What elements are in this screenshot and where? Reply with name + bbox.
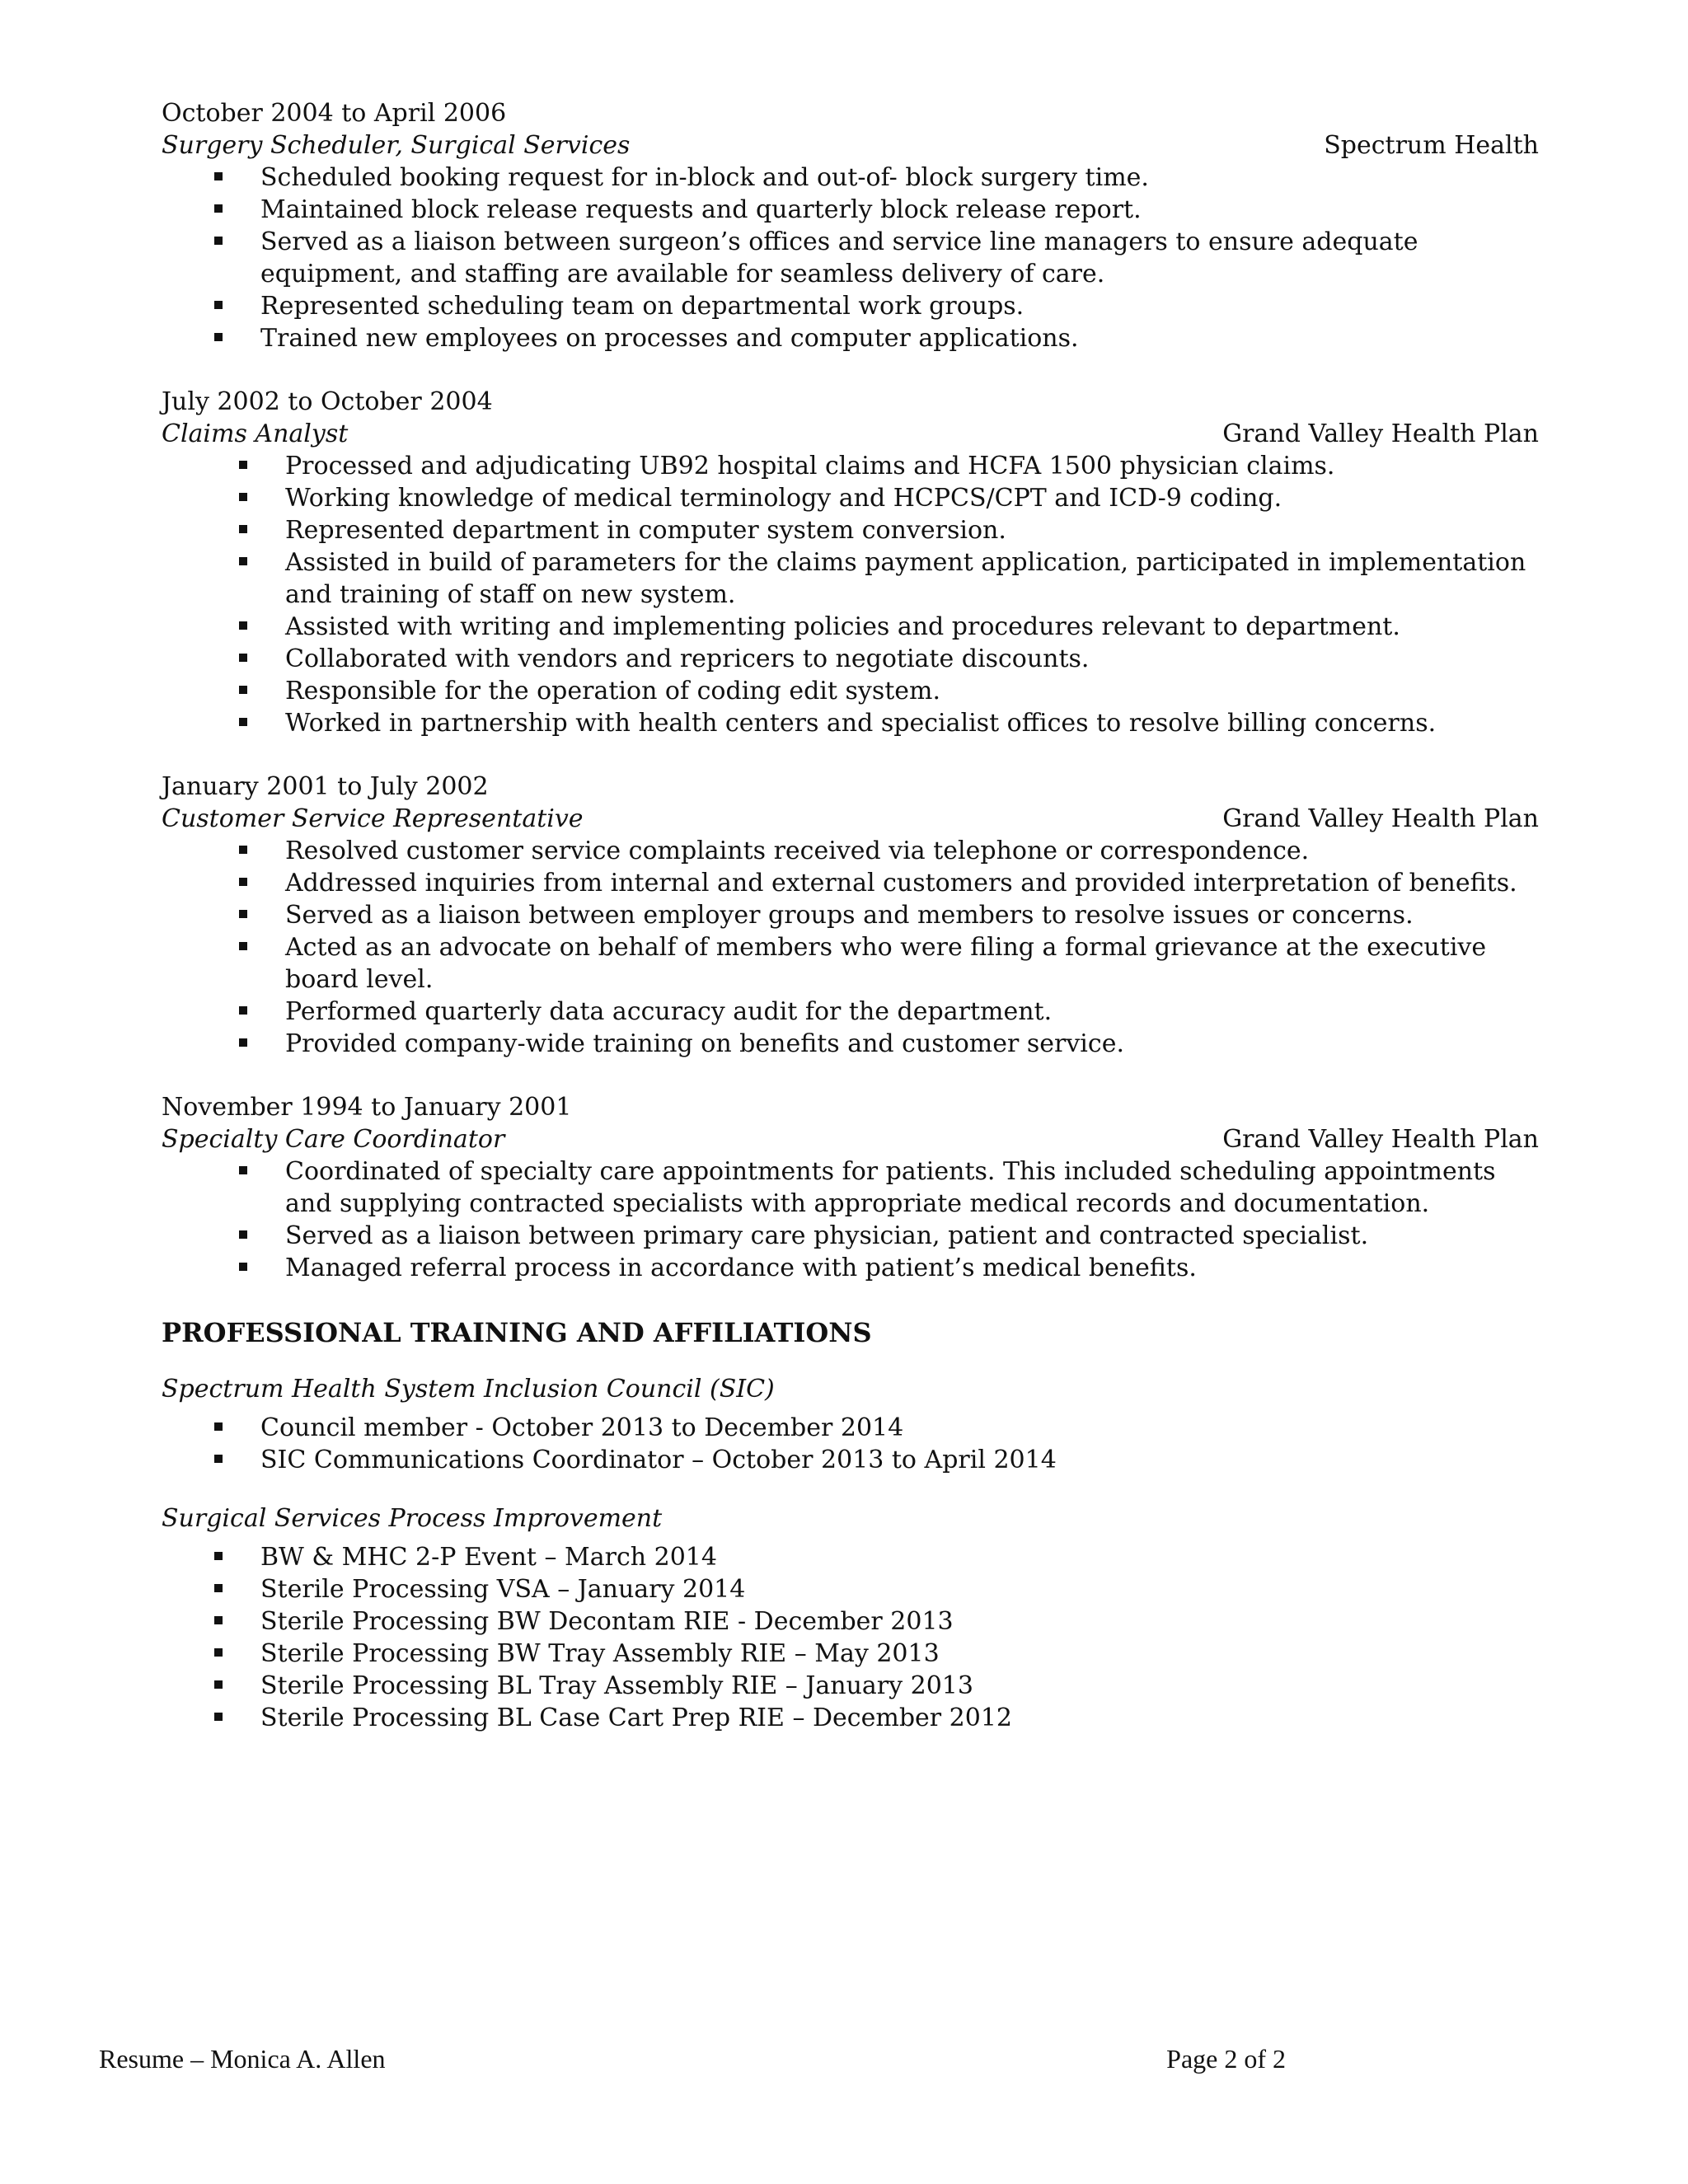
training-item: SIC Communications Coordinator – October 2013 to April 2014 — [260, 1444, 1542, 1476]
job-organization: Spectrum Health — [1324, 131, 1539, 160]
duty-item: Represented department in computer system conversion. — [285, 514, 1542, 546]
duty-item: Performed quarterly data accuracy audit for the department. — [285, 996, 1542, 1028]
duty-item: Addressed inquiries from internal and external customers and provided interpretation of benefits. — [285, 867, 1542, 899]
duty-item: Acted as an advocate on behalf of members who were filing a formal grievance at the executive board level. — [285, 931, 1542, 996]
duty-item: Served as a liaison between primary care physician, patient and contracted specialist. — [285, 1220, 1542, 1252]
training-group-title: Surgical Services Process Improvement — [162, 1504, 663, 1533]
page-footer — [99, 2042, 1286, 2075]
duty-item: Working knowledge of medical terminology and HCPCS/CPT and ICD-9 coding. — [285, 482, 1542, 514]
training-item: Sterile Processing BW Decontam RIE - December 2013 — [260, 1605, 1542, 1638]
job-entry — [162, 1091, 1542, 1284]
duty-item: Served as a liaison between surgeon’s offices and service line managers to ensure adequate equipment, and staffing are available for seamless delivery of care. — [260, 226, 1542, 290]
training-items — [162, 1412, 1542, 1476]
section-heading-training: PROFESSIONAL TRAINING AND AFFILIATIONS — [162, 1317, 872, 1348]
footer-resume-name: Resume – Monica A. Allen — [99, 2044, 386, 2074]
job-header — [162, 803, 1542, 835]
job-dates: July 2002 to October 2004 — [162, 387, 493, 416]
duty-item: Processed and adjudicating UB92 hospital claims and HCFA 1500 physician claims. — [285, 450, 1542, 482]
job-organization: Grand Valley Health Plan — [1222, 419, 1539, 448]
duty-item: Coordinated of specialty care appointments for patients. This included scheduling appointments and supplying contracted specialists with appropriate medical records and documentation. — [285, 1155, 1542, 1220]
job-entry — [162, 97, 1542, 354]
job-duties — [162, 835, 1542, 1060]
training-item: Sterile Processing BL Tray Assembly RIE – January 2013 — [260, 1670, 1542, 1702]
training-items — [162, 1541, 1542, 1734]
job-duties — [162, 162, 1542, 354]
resume-content — [162, 97, 1542, 1734]
duty-item: Trained new employees on processes and computer applications. — [260, 322, 1542, 354]
duty-item: Worked in partnership with health centers and specialist offices to resolve billing concerns. — [285, 707, 1542, 739]
job-header — [162, 1123, 1542, 1155]
job-title: Surgery Scheduler, Surgical Services — [162, 131, 631, 160]
job-duties — [162, 1155, 1542, 1284]
training-item: Council member - October 2013 to December 2014 — [260, 1412, 1542, 1444]
training-item: BW & MHC 2-P Event – March 2014 — [260, 1541, 1542, 1573]
job-organization: Grand Valley Health Plan — [1222, 804, 1539, 833]
job-title: Specialty Care Coordinator — [162, 1125, 505, 1154]
training-group — [162, 1373, 1542, 1476]
training-item: Sterile Processing VSA – January 2014 — [260, 1573, 1542, 1605]
job-dates: October 2004 to April 2006 — [162, 99, 507, 128]
job-header — [162, 418, 1542, 450]
footer-page-number: Page 2 of 2 — [1166, 2044, 1286, 2074]
training-group-title: Spectrum Health System Inclusion Council (SIC) — [162, 1375, 775, 1404]
job-dates: January 2001 to July 2002 — [162, 772, 489, 801]
duty-item: Responsible for the operation of coding edit system. — [285, 675, 1542, 707]
duty-item: Managed referral process in accordance with patient’s medical benefits. — [285, 1252, 1542, 1284]
job-entry — [162, 771, 1542, 1060]
duty-item: Assisted with writing and implementing policies and procedures relevant to department. — [285, 611, 1542, 643]
job-duties — [162, 450, 1542, 739]
duty-item: Assisted in build of parameters for the claims payment application, participated in implementation and training of staff on new system. — [285, 546, 1542, 611]
training-item: Sterile Processing BW Tray Assembly RIE – May 2013 — [260, 1638, 1542, 1670]
job-dates: November 1994 to January 2001 — [162, 1093, 572, 1122]
duty-item: Served as a liaison between employer groups and members to resolve issues or concerns. — [285, 899, 1542, 931]
job-title: Claims Analyst — [162, 419, 349, 448]
job-entry — [162, 386, 1542, 739]
duty-item: Scheduled booking request for in-block and out-of- block surgery time. — [260, 162, 1542, 194]
job-organization: Grand Valley Health Plan — [1222, 1125, 1539, 1154]
duty-item: Resolved customer service complaints received via telephone or correspondence. — [285, 835, 1542, 867]
duty-item: Collaborated with vendors and repricers to negotiate discounts. — [285, 643, 1542, 675]
duty-item: Provided company-wide training on benefits and customer service. — [285, 1028, 1542, 1060]
training-group — [162, 1502, 1542, 1734]
training-item: Sterile Processing BL Case Cart Prep RIE – December 2012 — [260, 1702, 1542, 1734]
job-header — [162, 129, 1542, 162]
duty-item: Represented scheduling team on departmental work groups. — [260, 290, 1542, 322]
duty-item: Maintained block release requests and quarterly block release report. — [260, 194, 1542, 226]
job-title: Customer Service Representative — [162, 804, 584, 833]
